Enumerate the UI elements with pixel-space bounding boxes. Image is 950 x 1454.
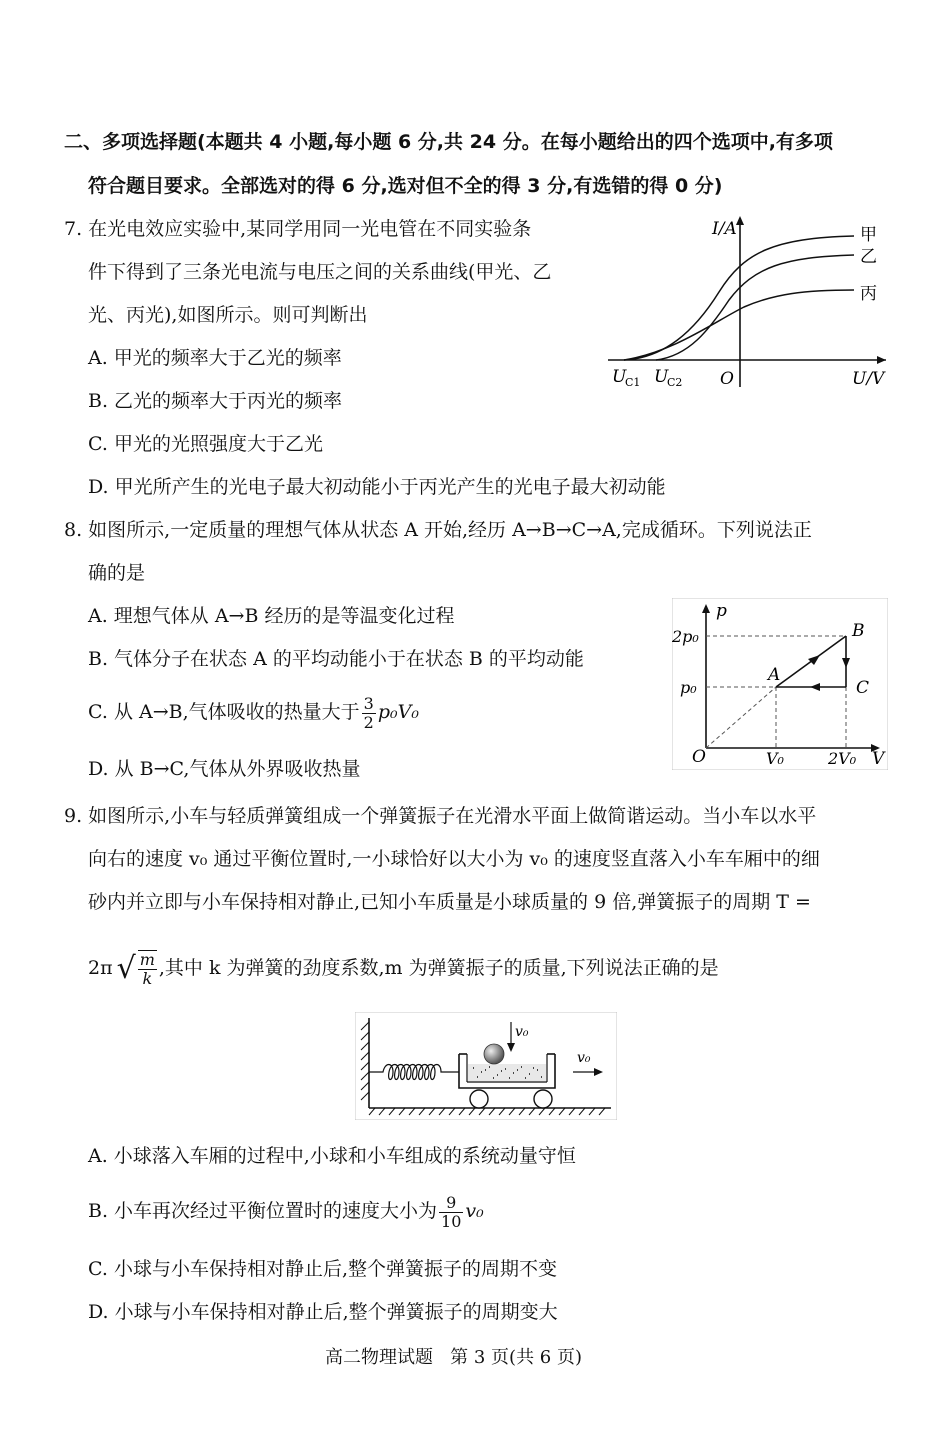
- fraction-numerator: m: [139, 950, 155, 969]
- q7-option-c: C. 甲光的光照强度大于乙光: [88, 433, 323, 455]
- wheel-left: [470, 1090, 488, 1108]
- y-axis-label: I/A: [712, 219, 737, 239]
- arrow-bc: [842, 658, 850, 668]
- point-a-label: A: [768, 665, 781, 685]
- sqrt-fraction: [138, 950, 157, 988]
- q9-stem: 9. 如图所示,小车与轻质弹簧组成一个弹簧振子在光滑水平面上做简谐运动。当小车以水平: [64, 805, 817, 827]
- spring: [369, 1065, 459, 1080]
- q8-option-a: A. 理想气体从 A→B 经历的是等温变化过程: [88, 605, 455, 627]
- wheel-right: [534, 1090, 552, 1108]
- q9-option-b: [88, 1191, 484, 1231]
- q7-option-a: A. 甲光的频率大于乙光的频率: [88, 347, 342, 369]
- y-axis-arrow: [736, 216, 744, 225]
- q7-stem: 7. 在光电效应实验中,某同学用同一光电管在不同实验条: [64, 218, 532, 240]
- v-axis-label: V: [872, 749, 885, 769]
- fraction-denominator: 10: [441, 1211, 462, 1231]
- p-axis-label: p: [716, 601, 727, 621]
- q7-stem-cont: 光、丙光),如图所示。则可判断出: [88, 304, 368, 326]
- q8-stem: 8. 如图所示,一定质量的理想气体从状态 A 开始,经历 A→B→C→A,完成循环。下列说法正: [64, 519, 812, 541]
- p-axis-arrow: [702, 604, 710, 613]
- fraction-numerator: 9: [439, 1194, 463, 1213]
- q9-stem-cont: 向右的速度 v₀ 通过平衡位置时,一小球恰好以大小为 v₀ 的速度竖直落入小车车厢中的细: [88, 848, 820, 870]
- page-footer: 高二物理试题 第 3 页(共 6 页): [325, 1347, 582, 1368]
- q9-option-b-text: B. 小车再次经过平衡位置时的速度大小为: [88, 1200, 438, 1222]
- q8-option-c: [88, 692, 419, 732]
- x-axis-arrow: [877, 356, 886, 364]
- q9-option-c: C. 小球与小车保持相对静止后,整个弹簧振子的周期不变: [88, 1258, 557, 1280]
- ground-hatch: [369, 1108, 605, 1115]
- origin-label: O: [692, 747, 706, 767]
- spring-cart-figure: [355, 1012, 617, 1120]
- origin-label: O: [720, 369, 734, 389]
- tick-2p0: 2p₀: [672, 627, 699, 646]
- q9-option-a: A. 小球落入车厢的过程中,小球和小车组成的系统动量守恒: [88, 1145, 576, 1167]
- q9-option-d: D. 小球与小车保持相对静止后,整个弹簧振子的周期变大: [88, 1301, 558, 1323]
- curve-jia: [624, 236, 854, 360]
- tick-p0: p₀: [680, 678, 697, 697]
- formula-2pi: 2π: [88, 957, 113, 979]
- tick-v0: V₀: [766, 749, 784, 768]
- fraction-denominator: k: [142, 969, 153, 988]
- curve-bing-label: 丙: [860, 284, 877, 304]
- q9-stem-tail: ,其中 k 为弹簧的劲度系数,m 为弹簧振子的质量,下列说法正确的是: [158, 957, 719, 979]
- uc1-label: U: [612, 367, 627, 387]
- uc1-subscript: C1: [625, 376, 641, 389]
- x-axis-label: U/V: [852, 369, 885, 389]
- ball-velocity-label: v₀: [515, 1024, 529, 1040]
- q8-option-b: B. 气体分子在状态 A 的平均动能小于在状态 B 的平均动能: [88, 648, 584, 670]
- arrow-ab: [808, 655, 820, 665]
- ball-velocity-arrowhead: [507, 1043, 515, 1052]
- q9-stem-cont: 砂内并立即与小车保持相对静止,已知小车质量是小球质量的 9 倍,弹簧振子的周期 T =: [88, 891, 811, 913]
- sand: [468, 1064, 546, 1081]
- sqrt-sign: √: [116, 951, 136, 986]
- wall-hatch: [361, 1022, 369, 1100]
- q7-option-b: B. 乙光的频率大于丙光的频率: [88, 390, 343, 412]
- point-b-label: B: [852, 621, 865, 641]
- fraction-three-halves: [362, 695, 376, 732]
- curve-bing: [624, 290, 854, 360]
- uc2-label: U: [654, 367, 669, 387]
- q9-period-formula-line: [88, 946, 719, 990]
- q8-stem-cont: 确的是: [88, 562, 146, 584]
- fraction-nine-tenths: [439, 1194, 463, 1231]
- point-c-label: C: [856, 678, 870, 698]
- fraction-denominator: 2: [363, 712, 374, 732]
- q8-option-d: D. 从 B→C,气体从外界吸收热量: [88, 758, 361, 780]
- fraction-numerator: 3: [363, 693, 374, 713]
- curve-yi-label: 乙: [860, 247, 877, 267]
- q7-stem-cont: 件下得到了三条光电流与电压之间的关系曲线(甲光、乙: [88, 261, 552, 283]
- q8-option-c-text: C. 从 A→B,气体吸收的热量大于: [88, 701, 360, 723]
- cart-velocity-label: v₀: [577, 1050, 591, 1066]
- curve-yi: [656, 255, 854, 360]
- guide-origin-line: [706, 687, 776, 748]
- q7-option-d: D. 甲光所产生的光电子最大初动能小于丙光产生的光电子最大初动能: [88, 476, 666, 498]
- pv-cycle-graph: [672, 598, 888, 770]
- curve-jia-label: 甲: [860, 225, 877, 245]
- q8-option-c-term: p₀V₀: [377, 701, 419, 723]
- q9-option-b-term: v₀: [465, 1200, 484, 1222]
- section-heading: 二、多项选择题(本题共 4 小题,每小题 6 分,共 24 分。在每小题给出的四个选项中,有多项: [64, 131, 833, 153]
- cart-velocity-arrowhead: [594, 1068, 603, 1076]
- uc2-subscript: C2: [667, 376, 683, 389]
- section-heading-cont: 符合题目要求。全部选对的得 6 分,选对但不全的得 3 分,有选错的得 0 分): [88, 175, 723, 197]
- arrow-ca: [810, 683, 820, 691]
- photoelectric-iv-graph: [604, 212, 890, 390]
- tick-2v0: 2V₀: [828, 749, 857, 768]
- ball: [484, 1044, 504, 1064]
